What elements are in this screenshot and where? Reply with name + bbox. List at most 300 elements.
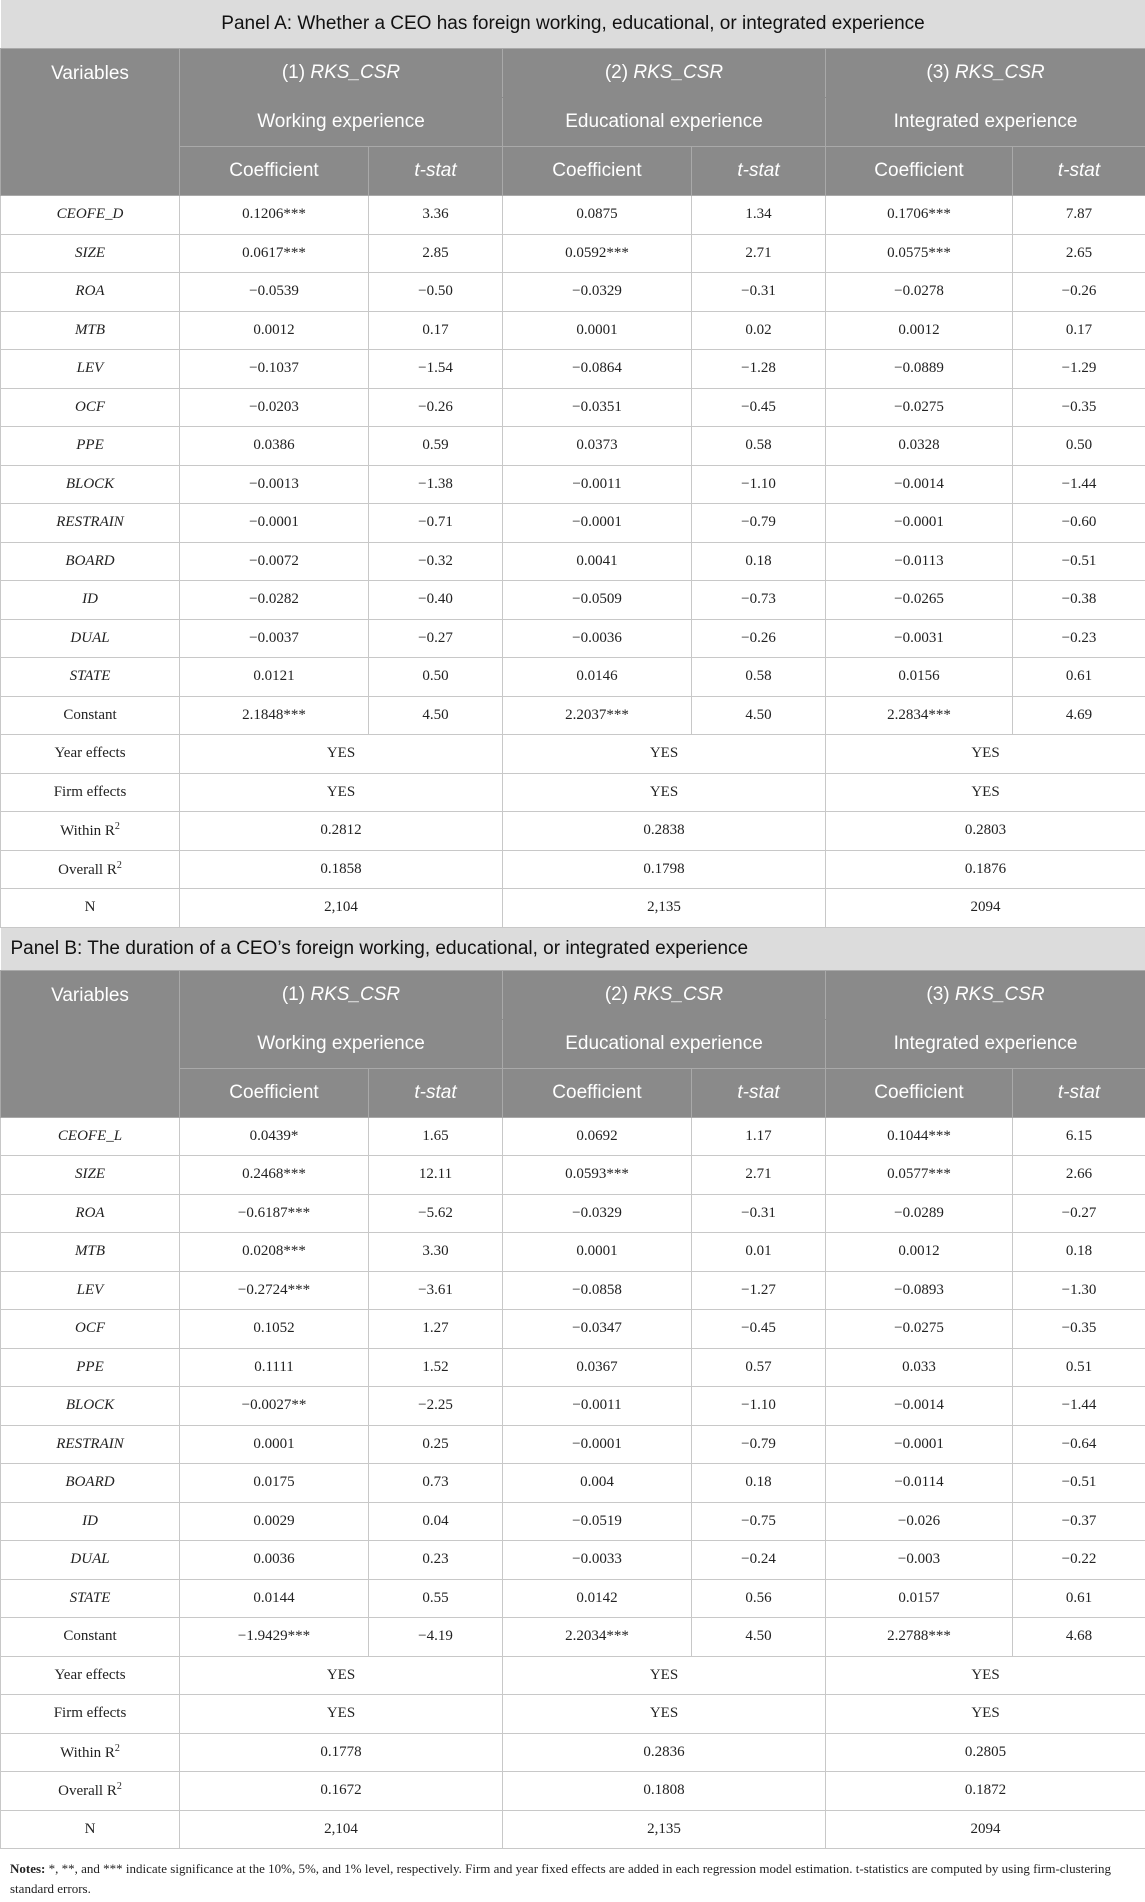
table-row [1,1425,1145,1464]
tstat-cell: −0.31 [692,273,826,312]
tstat-cell: −0.27 [369,619,503,658]
tstat-cell: 0.02 [692,311,826,350]
tstat-cell: −1.54 [369,350,503,389]
variable-name: SIZE [1,234,180,273]
tstat-cell: −0.22 [1013,1541,1145,1580]
tstat-cell: −0.50 [369,273,503,312]
coefficient-cell: −0.0001 [826,1425,1013,1464]
summary-value: 0.2838 [503,812,826,851]
table-row [1,427,1145,466]
tstat-cell: −1.44 [1013,465,1145,504]
tstat-cell: −0.45 [692,1310,826,1349]
panel-b [1,927,1145,1117]
experience-header: Educational experience [503,98,826,147]
table-row [1,696,1145,735]
summary-label: Within $R^2$ [1,812,180,851]
table-row [1,234,1145,273]
coefficient-cell: 0.0175 [180,1464,369,1503]
coefficient-cell: −0.0114 [826,1464,1013,1503]
coefficient-cell: 0.0029 [180,1502,369,1541]
summary-label: Firm effects [1,773,180,812]
coefficient-cell: 0.0386 [180,427,369,466]
coefficient-cell: 0.0617*** [180,234,369,273]
summary-row [1,1695,1145,1734]
coefficient-cell: −0.0519 [503,1502,692,1541]
tstat-cell: 2.65 [1013,234,1145,273]
coefficient-cell: −0.0001 [503,504,692,543]
variable-name: CEOFE_D [1,196,180,235]
panel-a-title: Panel A: Whether a CEO has foreign working, educational, or integrated experience [1,0,1145,49]
coefficient-cell: −0.0539 [180,273,369,312]
coefficient-cell: −0.0351 [503,388,692,427]
coef-header: Coefficient [826,147,1013,196]
summary-value: YES [180,1695,503,1734]
experience-header: Working experience [180,98,503,147]
coefficient-cell: 2.2034*** [503,1618,692,1657]
coefficient-cell: 0.0012 [826,311,1013,350]
tstat-cell: −5.62 [369,1194,503,1233]
variable-name: DUAL [1,619,180,658]
tstat-cell: 0.50 [1013,427,1145,466]
tstat-cell: 0.51 [1013,1348,1145,1387]
coefficient-cell: −0.0014 [826,1387,1013,1426]
summary-row [1,812,1145,851]
coefficient-cell: −0.0013 [180,465,369,504]
coefficient-cell: −0.0893 [826,1271,1013,1310]
tstat-cell: 0.18 [1013,1233,1145,1272]
coefficient-cell: −0.003 [826,1541,1013,1580]
tstat-cell: −0.75 [692,1502,826,1541]
tstat-cell: 7.87 [1013,196,1145,235]
coefficient-cell: −1.9429*** [180,1618,369,1657]
tstat-cell: 4.69 [1013,696,1145,735]
summary-value: 2094 [826,1810,1145,1849]
table-row [1,1618,1145,1657]
coefficient-cell: −0.0014 [826,465,1013,504]
coefficient-cell: −0.0203 [180,388,369,427]
coef-header: Coefficient [180,1068,369,1117]
tstat-cell: 4.50 [692,1618,826,1657]
variable-name: BLOCK [1,465,180,504]
variable-name: MTB [1,311,180,350]
coefficient-cell: 0.0012 [180,311,369,350]
summary-label: Within $R^2$ [1,1733,180,1772]
panel-a [1,0,1145,196]
coefficient-cell: −0.2724*** [180,1271,369,1310]
tstat-cell: −0.51 [1013,1464,1145,1503]
coefficient-cell: 0.004 [503,1464,692,1503]
model-header: (3) RKS_CSR [826,49,1145,98]
experience-header: Working experience [180,1019,503,1068]
coefficient-cell: 0.0121 [180,658,369,697]
tstat-cell: −0.60 [1013,504,1145,543]
tstat-cell: −0.26 [692,619,826,658]
tstat-cell: −1.30 [1013,1271,1145,1310]
tstat-cell: −1.28 [692,350,826,389]
tstat-cell: 0.58 [692,658,826,697]
coefficient-cell: −0.0033 [503,1541,692,1580]
tstat-cell: −0.31 [692,1194,826,1233]
variable-name: SIZE [1,1156,180,1195]
tstat-cell: 1.52 [369,1348,503,1387]
summary-value: YES [826,773,1145,812]
tstat-cell: −0.37 [1013,1502,1145,1541]
coefficient-cell: −0.0864 [503,350,692,389]
coefficient-cell: −0.0113 [826,542,1013,581]
coefficient-cell: −0.0289 [826,1194,1013,1233]
variable-name: STATE [1,658,180,697]
tstat-cell: 2.71 [692,1156,826,1195]
summary-label: Year effects [1,1656,180,1695]
table-row [1,273,1145,312]
tstat-header: t-stat [1013,147,1145,196]
summary-value: 0.1672 [180,1772,503,1811]
coefficient-cell: −0.0265 [826,581,1013,620]
tstat-cell: −2.25 [369,1387,503,1426]
variable-name: OCF [1,388,180,427]
summary-value: 2,104 [180,889,503,928]
coef-header: Coefficient [503,1068,692,1117]
coefficient-cell: 0.1044*** [826,1117,1013,1156]
coefficient-cell: 0.0593*** [503,1156,692,1195]
coefficient-cell: 0.0157 [826,1579,1013,1618]
summary-value: 0.2805 [826,1733,1145,1772]
tstat-cell: 0.25 [369,1425,503,1464]
table-row [1,581,1145,620]
model-header: (2) RKS_CSR [503,970,826,1019]
variable-name: MTB [1,1233,180,1272]
coefficient-cell: 0.0328 [826,427,1013,466]
table-row [1,542,1145,581]
coefficient-cell: 0.033 [826,1348,1013,1387]
summary-row [1,773,1145,812]
coefficient-cell: −0.0889 [826,350,1013,389]
summary-value: 0.2812 [180,812,503,851]
tstat-cell: 2.85 [369,234,503,273]
tstat-cell: 0.59 [369,427,503,466]
coefficient-cell: 0.0156 [826,658,1013,697]
coefficient-cell: 0.1206*** [180,196,369,235]
experience-header: Integrated experience [826,98,1145,147]
tstat-cell: 0.73 [369,1464,503,1503]
panel-b-rows [1,1117,1145,1849]
summary-value: 0.1872 [826,1772,1145,1811]
coefficient-cell: −0.0011 [503,465,692,504]
tstat-cell: 0.04 [369,1502,503,1541]
tstat-cell: 3.30 [369,1233,503,1272]
tstat-cell: 0.01 [692,1233,826,1272]
coefficient-cell: 2.1848*** [180,696,369,735]
tstat-cell: 0.61 [1013,658,1145,697]
variables-header: Variables [1,970,180,1117]
table-row [1,465,1145,504]
summary-row [1,889,1145,928]
experience-header: Educational experience [503,1019,826,1068]
coefficient-cell: −0.0072 [180,542,369,581]
panel-a-rows [1,196,1145,928]
variables-header: Variables [1,49,180,196]
coefficient-cell: −0.1037 [180,350,369,389]
variable-name: STATE [1,1579,180,1618]
tstat-cell: −1.27 [692,1271,826,1310]
summary-label: Overall $R^2$ [1,1772,180,1811]
coefficient-cell: 0.0142 [503,1579,692,1618]
tstat-cell: −1.10 [692,1387,826,1426]
variable-name: ID [1,1502,180,1541]
summary-value: YES [180,735,503,774]
summary-value: 0.1876 [826,850,1145,889]
tstat-cell: 1.34 [692,196,826,235]
tstat-cell: −3.61 [369,1271,503,1310]
tstat-cell: −0.51 [1013,542,1145,581]
table-notes [0,1849,1145,1899]
model-header: (1) RKS_CSR [180,970,503,1019]
model-header: (2) RKS_CSR [503,49,826,98]
summary-value: YES [180,1656,503,1695]
variable-name: PPE [1,1348,180,1387]
notes-label: Notes: [10,1861,46,1876]
tstat-cell: 1.27 [369,1310,503,1349]
summary-label: Year effects [1,735,180,774]
variable-name: ID [1,581,180,620]
model-header: (1) RKS_CSR [180,49,503,98]
tstat-header: t-stat [369,147,503,196]
coefficient-cell: 0.0012 [826,1233,1013,1272]
coefficient-cell: −0.0329 [503,273,692,312]
summary-row [1,1656,1145,1695]
coefficient-cell: −0.0001 [180,504,369,543]
coefficient-cell: 0.0373 [503,427,692,466]
tstat-cell: −1.44 [1013,1387,1145,1426]
table-row [1,196,1145,235]
tstat-cell: −0.23 [1013,619,1145,658]
coefficient-cell: 0.1111 [180,1348,369,1387]
summary-value: 0.2803 [826,812,1145,851]
coefficient-cell: −0.0858 [503,1271,692,1310]
summary-value: 2,135 [503,889,826,928]
tstat-cell: 4.68 [1013,1618,1145,1657]
tstat-cell: −4.19 [369,1618,503,1657]
coefficient-cell: 0.0036 [180,1541,369,1580]
coefficient-cell: −0.0278 [826,273,1013,312]
tstat-cell: −0.35 [1013,1310,1145,1349]
tstat-cell: −0.27 [1013,1194,1145,1233]
variable-name: BLOCK [1,1387,180,1426]
coefficient-cell: −0.0001 [503,1425,692,1464]
table-row [1,1271,1145,1310]
summary-value: YES [180,773,503,812]
coef-header: Coefficient [180,147,369,196]
coefficient-cell: −0.0282 [180,581,369,620]
summary-value: YES [503,773,826,812]
tstat-cell: −1.29 [1013,350,1145,389]
tstat-cell: 0.23 [369,1541,503,1580]
tstat-cell: 2.71 [692,234,826,273]
experience-header: Integrated experience [826,1019,1145,1068]
tstat-cell: 12.11 [369,1156,503,1195]
table-row [1,1117,1145,1156]
tstat-cell: 0.18 [692,542,826,581]
variable-name: RESTRAIN [1,1425,180,1464]
summary-value: YES [826,1656,1145,1695]
panel-b-title: Panel B: The duration of a CEO’s foreign working, educational, or integrated experience [1,927,1145,970]
summary-value: 2,135 [503,1810,826,1849]
notes-text: *, **, and *** indicate significance at the 10%, 5%, and 1% level, respectively. Firm and year fixed effects are added in each regression model estimation. t-statistics are computed by using firm-clustering standard errors. [10,1861,1112,1896]
coefficient-cell: −0.0347 [503,1310,692,1349]
table-row [1,1464,1145,1503]
table-row [1,1579,1145,1618]
table-row [1,1156,1145,1195]
table-row [1,1194,1145,1233]
tstat-cell: −0.26 [1013,273,1145,312]
coefficient-cell: −0.0036 [503,619,692,658]
summary-value: 2,104 [180,1810,503,1849]
tstat-header: t-stat [1013,1068,1145,1117]
tstat-header: t-stat [692,1068,826,1117]
coefficient-cell: 0.2468*** [180,1156,369,1195]
tstat-header: t-stat [369,1068,503,1117]
coefficient-cell: −0.026 [826,1502,1013,1541]
coefficient-cell: 0.0001 [503,1233,692,1272]
coefficient-cell: −0.0027** [180,1387,369,1426]
tstat-cell: 4.50 [369,696,503,735]
tstat-cell: 0.55 [369,1579,503,1618]
variable-name: ROA [1,273,180,312]
coefficient-cell: 0.1052 [180,1310,369,1349]
tstat-cell: −0.45 [692,388,826,427]
tstat-cell: −0.35 [1013,388,1145,427]
tstat-cell: −1.10 [692,465,826,504]
summary-value: YES [826,735,1145,774]
tstat-cell: 0.17 [1013,311,1145,350]
coefficient-cell: 2.2037*** [503,696,692,735]
tstat-cell: −0.79 [692,504,826,543]
coefficient-cell: 0.0001 [180,1425,369,1464]
tstat-cell: −0.38 [1013,581,1145,620]
coefficient-cell: −0.6187*** [180,1194,369,1233]
model-header: (3) RKS_CSR [826,970,1145,1019]
coefficient-cell: −0.0001 [826,504,1013,543]
summary-row [1,1772,1145,1811]
variable-name: PPE [1,427,180,466]
summary-value: 0.2836 [503,1733,826,1772]
table-row [1,1502,1145,1541]
coefficient-cell: 0.0575*** [826,234,1013,273]
summary-row [1,1810,1145,1849]
summary-value: YES [503,735,826,774]
coefficient-cell: 0.0146 [503,658,692,697]
summary-label: Firm effects [1,1695,180,1734]
table-row [1,311,1145,350]
tstat-cell: 0.56 [692,1579,826,1618]
table-row [1,1310,1145,1349]
coefficient-cell: 0.0875 [503,196,692,235]
coef-header: Coefficient [826,1068,1013,1117]
summary-value: YES [503,1695,826,1734]
tstat-cell: −0.79 [692,1425,826,1464]
coefficient-cell: 0.0577*** [826,1156,1013,1195]
coefficient-cell: −0.0275 [826,388,1013,427]
variable-name: ROA [1,1194,180,1233]
coefficient-cell: −0.0275 [826,1310,1013,1349]
coefficient-cell: −0.0031 [826,619,1013,658]
variable-name: RESTRAIN [1,504,180,543]
tstat-cell: 2.66 [1013,1156,1145,1195]
coefficient-cell: 0.0041 [503,542,692,581]
variable-name: DUAL [1,1541,180,1580]
coefficient-cell: 0.1706*** [826,196,1013,235]
table-row [1,504,1145,543]
tstat-cell: 0.18 [692,1464,826,1503]
tstat-cell: −0.32 [369,542,503,581]
summary-value: YES [503,1656,826,1695]
table-row [1,1233,1145,1272]
tstat-cell: 0.58 [692,427,826,466]
tstat-cell: −0.26 [369,388,503,427]
coefficient-cell: −0.0037 [180,619,369,658]
tstat-cell: 6.15 [1013,1117,1145,1156]
summary-value: 2094 [826,889,1145,928]
table-row [1,1348,1145,1387]
tstat-cell: 1.65 [369,1117,503,1156]
coefficient-cell: −0.0011 [503,1387,692,1426]
summary-value: 0.1858 [180,850,503,889]
tstat-cell: 3.36 [369,196,503,235]
summary-value: 0.1778 [180,1733,503,1772]
coefficient-cell: 0.0144 [180,1579,369,1618]
tstat-cell: −0.24 [692,1541,826,1580]
tstat-cell: 1.17 [692,1117,826,1156]
summary-row [1,1733,1145,1772]
variable-name: CEOFE_L [1,1117,180,1156]
coefficient-cell: 0.0001 [503,311,692,350]
variable-name: BOARD [1,1464,180,1503]
coefficient-cell: 0.0439* [180,1117,369,1156]
table-row [1,1387,1145,1426]
tstat-cell: 0.50 [369,658,503,697]
variable-name: Constant [1,1618,180,1657]
summary-row [1,735,1145,774]
coefficient-cell: 0.0592*** [503,234,692,273]
coefficient-cell: −0.0509 [503,581,692,620]
table-row [1,1541,1145,1580]
tstat-cell: −0.40 [369,581,503,620]
summary-row [1,850,1145,889]
tstat-cell: −0.71 [369,504,503,543]
table-row [1,388,1145,427]
tstat-cell: 4.50 [692,696,826,735]
coefficient-cell: 2.2788*** [826,1618,1013,1657]
summary-value: 0.1798 [503,850,826,889]
coefficient-cell: 2.2834*** [826,696,1013,735]
variable-name: OCF [1,1310,180,1349]
table-row [1,350,1145,389]
tstat-cell: −0.73 [692,581,826,620]
tstat-header: t-stat [692,147,826,196]
coef-header: Coefficient [503,147,692,196]
coefficient-cell: −0.0329 [503,1194,692,1233]
variable-name: LEV [1,350,180,389]
coefficient-cell: 0.0692 [503,1117,692,1156]
tstat-cell: 0.17 [369,311,503,350]
tstat-cell: −0.64 [1013,1425,1145,1464]
table-row [1,658,1145,697]
summary-label: Overall $R^2$ [1,850,180,889]
summary-value: 0.1808 [503,1772,826,1811]
tstat-cell: −1.38 [369,465,503,504]
summary-label: N [1,889,180,928]
tstat-cell: 0.61 [1013,1579,1145,1618]
